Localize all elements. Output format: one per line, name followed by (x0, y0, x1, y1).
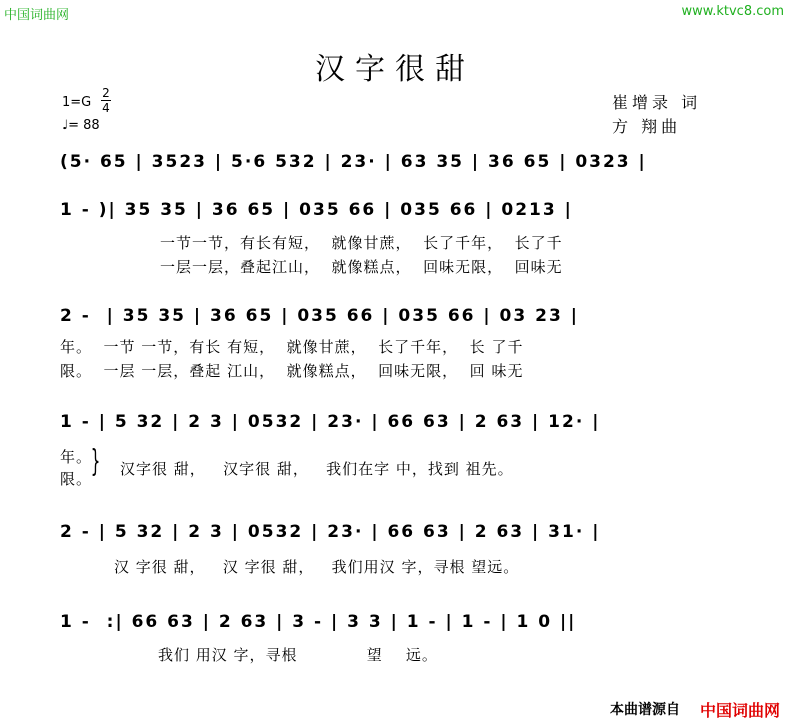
footer-site-link[interactable]: 中国词曲网 (699, 701, 780, 720)
time-bottom: 4 (102, 101, 110, 115)
lyric-line-1: 汉 字很 甜， 汉 字很 甜， 我们用汉 字，寻根 望远。 (114, 558, 520, 576)
time-top: 2 (102, 86, 110, 100)
watermark-right: www.ktvc8.com (681, 4, 784, 19)
key-signature: 1=G (62, 95, 92, 110)
lyric-line-2: 限。 (60, 470, 93, 488)
lyric-line-1: 一节一节，有长有短， 就像甘蔗， 长了千年， 长了千 (160, 234, 563, 252)
lyric-line-1: 年。 (60, 448, 93, 466)
chorus-lyric: 汉字很 甜， 汉字很 甜， 我们在字 中，找到 祖先。 (120, 460, 514, 478)
notation-line: 1 - :| 66 63 | 2 63 | 3 - | 3 3 | 1 - | 1 - | 1 0 || (60, 612, 577, 632)
score-row-1 (60, 152, 700, 192)
lyric-line-1: 我们 用汉 字，寻根 望 远。 (158, 646, 438, 664)
lyric-brace: } (90, 444, 101, 479)
notation-line: 2 - | 35 35 | 36 65 | 035 66 | 035 66 | 03 23 | (60, 306, 579, 326)
score-row-5 (60, 522, 700, 576)
score-row-6 (60, 612, 700, 664)
lyric-line-2: 一层一层，叠起江山， 就像糕点， 回味无限， 回味无 (160, 258, 563, 276)
score-row-4 (60, 412, 700, 488)
notation-line: 2 - | 5 32 | 2 3 | 0532 | 23· | 66 63 | 2 63 | 31· | (60, 522, 601, 542)
score-row-2 (60, 200, 700, 276)
song-title: 汉字很甜 (315, 52, 475, 87)
footer-label: 本曲谱源自 (610, 702, 680, 718)
lyric-line-1: 年。 一节 一节，有长 有短， 就像甘蔗， 长了千年， 长 了千 (60, 338, 524, 356)
score-row-3 (60, 306, 700, 380)
lyricist-credit: 崔增录 词 (612, 93, 702, 112)
time-signature (101, 87, 111, 114)
notation-line: 1 - )| 35 35 | 36 65 | 035 66 | 035 66 | 0213 | (60, 200, 573, 220)
watermark-left: 中国词曲网 (4, 8, 70, 23)
notation-line: (5· 65 | 3523 | 5·6 532 | 23· | 63 35 | 36 65 | 0323 | (60, 152, 647, 172)
notation-line: 1 - | 5 32 | 2 3 | 0532 | 23· | 66 63 | 2 63 | 12· | (60, 412, 601, 432)
tempo-mark: ♩= 88 (62, 118, 100, 133)
lyric-line-2: 限。 一层 一层，叠起 江山， 就像糕点， 回味无限， 回 味无 (60, 362, 524, 380)
composer-credit: 方 翔曲 (612, 117, 682, 136)
